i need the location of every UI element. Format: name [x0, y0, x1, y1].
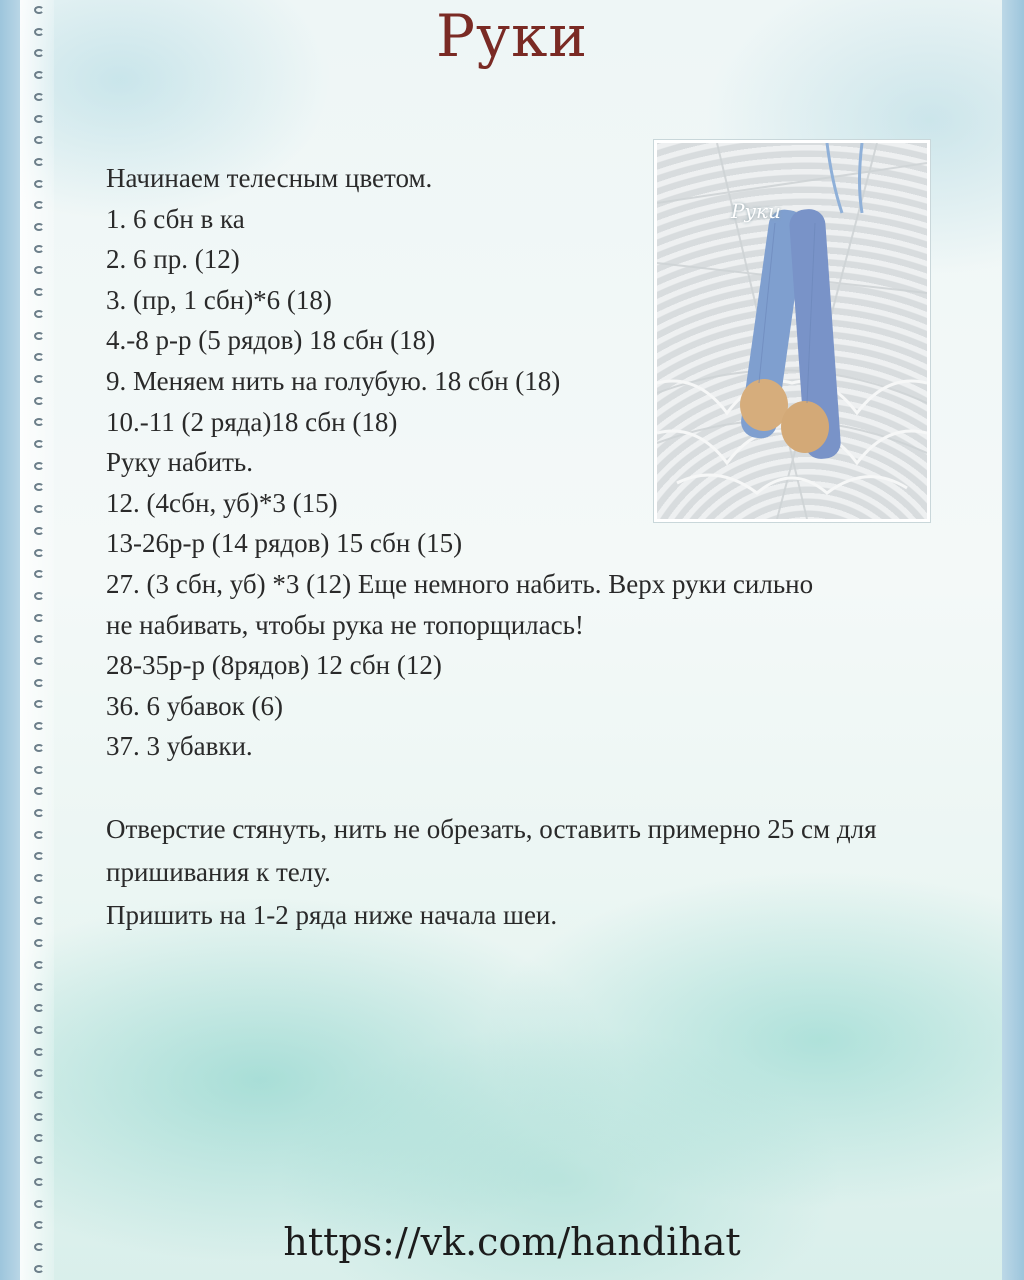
- spiral-ring: [34, 896, 44, 904]
- finishing-notes: [106, 808, 936, 937]
- spiral-ring: [34, 28, 44, 36]
- spiral-ring: [34, 614, 44, 622]
- spiral-ring: [34, 549, 44, 557]
- spiral-ring: [34, 809, 44, 817]
- step-12: 12. (4сбн, уб)*3 (15): [106, 487, 338, 518]
- spiral-ring: [34, 983, 44, 991]
- step-27: 27. (3 сбн, уб) *3 (12) Еще немного набить. Верх руки сильно не набивать, чтобы рука не топорщилась!: [106, 568, 814, 640]
- spiral-ring: [34, 440, 44, 448]
- step-3: 3. (пр, 1 сбн)*6 (18): [106, 284, 332, 315]
- left-frame-border: [0, 0, 20, 1280]
- spiral-ring: [34, 115, 44, 123]
- photo-caption: Руки: [731, 199, 781, 223]
- step-2: 2. 6 пр. (12): [106, 244, 240, 275]
- note-close-hole: Отверстие стянуть, нить не обрезать, оставить примерно 25 см для пришивания к телу.: [106, 814, 877, 887]
- step-10-11: 10.-11 (2 ряда)18 сбн (18): [106, 406, 398, 437]
- spiral-ring: [34, 961, 44, 969]
- spiral-ring: [34, 592, 44, 600]
- spiral-ring: [34, 1265, 44, 1273]
- step-13-26: 13-26р-р (14 рядов) 15 сбн (15): [106, 528, 463, 559]
- spiral-ring: [34, 744, 44, 752]
- spiral-ring: [34, 180, 44, 188]
- spiral-ring: [34, 6, 44, 14]
- spiral-ring: [34, 397, 44, 405]
- page-title: Руки: [435, 2, 589, 70]
- step-36: 36. 6 убавок (6): [106, 690, 284, 721]
- spiral-ring: [34, 831, 44, 839]
- spiral-ring: [34, 158, 44, 166]
- spiral-ring: [34, 1200, 44, 1208]
- step-stuff: Руку набить.: [106, 447, 253, 478]
- spiral-ring: [34, 1113, 44, 1121]
- spiral-ring: [34, 527, 44, 535]
- note-sew-on: Пришить на 1-2 ряда ниже начала шеи.: [106, 900, 558, 930]
- spiral-ring: [34, 310, 44, 318]
- step-4-8: 4.-8 р-р (5 рядов) 18 сбн (18): [106, 325, 436, 356]
- step-9: 9. Меняем нить на голубую. 18 сбн (18): [106, 365, 561, 396]
- spiral-ring: [34, 245, 44, 253]
- right-frame-border: [1002, 0, 1024, 1280]
- spiral-ring: [34, 1243, 44, 1251]
- step-intro: Начинаем телесным цветом.: [106, 163, 433, 193]
- spiral-ring: [34, 375, 44, 383]
- spiral-ring: [34, 1048, 44, 1056]
- spiral-ring: [34, 332, 44, 340]
- spiral-ring: [34, 766, 44, 774]
- spiral-ring: [34, 679, 44, 687]
- step-28-35: 28-35р-р (8рядов) 12 сбн (12): [106, 650, 442, 681]
- step-1: 1. 6 сбн в ка: [106, 203, 245, 234]
- spiral-ring: [34, 93, 44, 101]
- spiral-ring: [34, 1026, 44, 1034]
- footer-url[interactable]: https://vk.com/handihat: [283, 1220, 741, 1264]
- step-37: 37. 3 убавки.: [106, 731, 253, 762]
- spiral-ring: [34, 462, 44, 470]
- steps-list: [106, 158, 926, 767]
- spiral-ring: [34, 1178, 44, 1186]
- spiral-ring: [34, 1091, 44, 1099]
- spiral-ring: [34, 874, 44, 882]
- spiral-ring: [34, 223, 44, 231]
- spiral-ring: [34, 657, 44, 665]
